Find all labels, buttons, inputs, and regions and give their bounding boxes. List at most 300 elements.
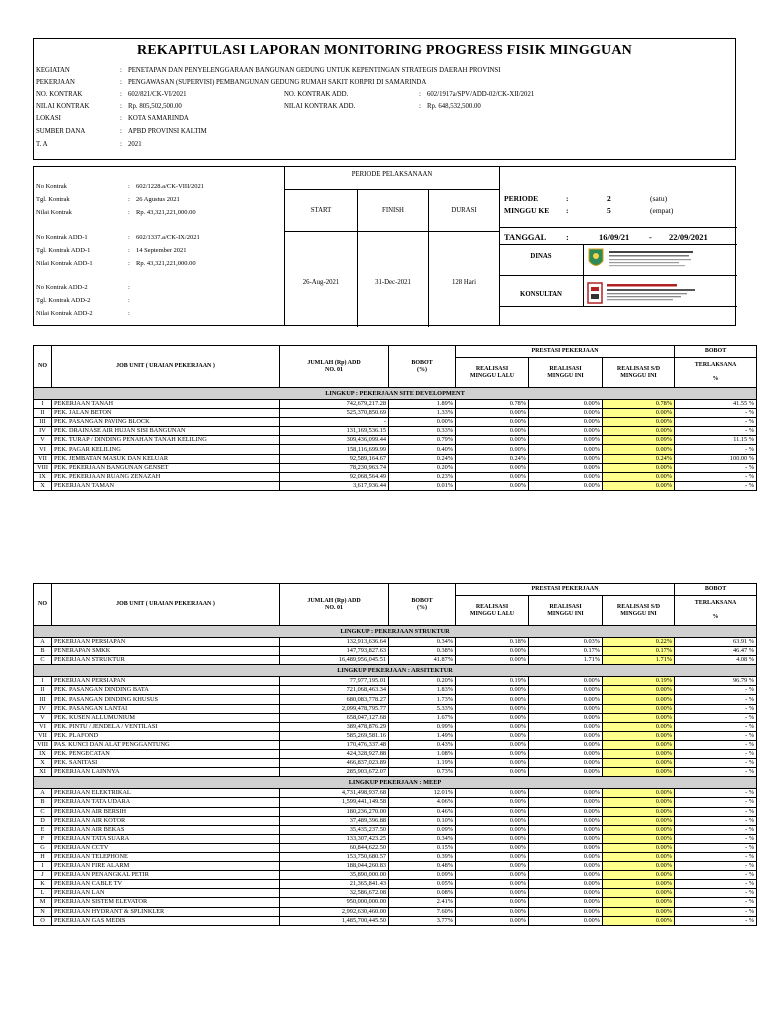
row-lalu: 0.00% — [456, 789, 529, 798]
row-ini: 0.00% — [529, 713, 603, 722]
row-no: IV — [34, 427, 52, 436]
row-jumlah: 2,992,630,460.00 — [280, 907, 389, 916]
row-bobot: 0.05% — [389, 880, 456, 889]
row-job: PEK. DRAINASE AIR HUJAN SISI BANGUNAN — [52, 427, 280, 436]
row-lalu: 0.19% — [456, 677, 529, 686]
row-job: PEKERJAAN PERSIAPAN — [52, 638, 280, 647]
konsultan-label: KONSULTAN — [520, 291, 562, 298]
dinas-logo — [587, 247, 697, 272]
table-row — [34, 731, 757, 740]
table-row — [34, 472, 757, 481]
row-jumlah: 35,435,237.50 — [280, 825, 389, 834]
row-terlaksana: - % — [675, 816, 757, 825]
start-date: 26-Aug-2021 — [302, 279, 340, 286]
row-bobot: 0.20% — [389, 677, 456, 686]
row-lalu: 0.00% — [456, 731, 529, 740]
row-no: B — [34, 798, 52, 807]
row-sd: 0.00% — [603, 750, 675, 759]
row-no: VIII — [34, 463, 52, 472]
row-bobot: 0.40% — [389, 445, 456, 454]
row-lalu: 0.00% — [456, 862, 529, 871]
row-job: PEKERJAAN LAN — [52, 889, 280, 898]
row-lalu: 0.00% — [456, 695, 529, 704]
table-row — [34, 880, 757, 889]
row-terlaksana: 41.55 % — [675, 400, 757, 409]
row-lalu: 0.00% — [456, 686, 529, 695]
row-job: PEKERJAAN STRUKTUR — [52, 656, 280, 665]
row-bobot: 0.23% — [389, 472, 456, 481]
row-jumlah: 147,793,827.63 — [280, 647, 389, 656]
col-no: NO — [34, 584, 52, 626]
row-job: PEK. JEMBATAN MASUK DAN KELUAR — [52, 454, 280, 463]
row-ini: 0.00% — [529, 871, 603, 880]
row-bobot: 0.34% — [389, 638, 456, 647]
row-no: V — [34, 713, 52, 722]
row-terlaksana: - % — [675, 686, 757, 695]
row-no: L — [34, 889, 52, 898]
row-bobot: 0.08% — [389, 889, 456, 898]
row-bobot: 0.38% — [389, 647, 456, 656]
table-row — [34, 759, 757, 768]
table-row — [34, 852, 757, 861]
row-bobot: 1.67% — [389, 713, 456, 722]
row-lalu: 0.00% — [456, 807, 529, 816]
row-jumlah: 92,068,564.49 — [280, 472, 389, 481]
row-jumlah: 77,977,195.01 — [280, 677, 389, 686]
row-terlaksana: - % — [675, 722, 757, 731]
row-no: IX — [34, 472, 52, 481]
row-no: N — [34, 907, 52, 916]
col-no: NO — [34, 346, 52, 388]
row-bobot: 1.83% — [389, 686, 456, 695]
row-terlaksana: - % — [675, 750, 757, 759]
group-title: LINGKUP PEKERJAAN : ARSITEKTUR — [34, 665, 757, 677]
row-jumlah: 466,837,023.89 — [280, 759, 389, 768]
row-bobot: 1.19% — [389, 759, 456, 768]
col-ini: REALISASI MINGGU INI — [529, 358, 603, 388]
row-no: VI — [34, 722, 52, 731]
row-bobot: 0.20% — [389, 463, 456, 472]
row-bobot: 1.49% — [389, 731, 456, 740]
row-job: PEKERJAAN AIR BEKAS — [52, 825, 280, 834]
row-bobot: 0.09% — [389, 825, 456, 834]
col-prestasi: PRESTASI PEKERJAAN — [456, 346, 675, 358]
col-bobot: BOBOT (%) — [389, 584, 456, 626]
row-sd: 0.00% — [603, 907, 675, 916]
table-row — [34, 916, 757, 925]
table-row — [34, 445, 757, 454]
row-terlaksana: - % — [675, 427, 757, 436]
row-bobot: 0.34% — [389, 834, 456, 843]
row-ini: 0.17% — [529, 647, 603, 656]
row-job: PEK. PINTU / JENDELA / VENTILASI — [52, 722, 280, 731]
row-terlaksana: - % — [675, 463, 757, 472]
row-jumlah: 585,269,581.16 — [280, 731, 389, 740]
row-job: PEK. TURAP / DINDING PENAHAN TANAH KELILING — [52, 436, 280, 445]
table-row — [34, 436, 757, 445]
row-lalu: 0.00% — [456, 740, 529, 749]
row-job: PEK. PENGECATAN — [52, 750, 280, 759]
row-ini: 0.09% — [529, 436, 603, 445]
group-header-row — [34, 626, 757, 638]
row-ini: 0.00% — [529, 677, 603, 686]
row-sd: 0.00% — [603, 898, 675, 907]
row-ini: 0.00% — [529, 731, 603, 740]
row-sd: 0.00% — [603, 427, 675, 436]
row-ini: 0.00% — [529, 400, 603, 409]
col-bobot: BOBOT (%) — [389, 346, 456, 388]
row-jumlah: 658,047,127.68 — [280, 713, 389, 722]
row-jumlah: 21,365,841.43 — [280, 880, 389, 889]
kaltim-emblem-icon — [587, 247, 697, 272]
row-terlaksana: - % — [675, 704, 757, 713]
row-ini: 0.00% — [529, 750, 603, 759]
row-sd: 0.00% — [603, 834, 675, 843]
row-no: VII — [34, 454, 52, 463]
row-ini: 0.00% — [529, 816, 603, 825]
row-terlaksana: - % — [675, 445, 757, 454]
col-jumlah: JUMLAH (Rp) ADD NO. 01 — [280, 584, 389, 626]
row-ini: 0.00% — [529, 789, 603, 798]
row-job: PEKERJAAN TAMAN — [52, 481, 280, 490]
row-terlaksana: - % — [675, 731, 757, 740]
row-bobot: 0.24% — [389, 454, 456, 463]
row-ini: 0.00% — [529, 852, 603, 861]
row-lalu: 0.00% — [456, 656, 529, 665]
row-sd: 0.00% — [603, 843, 675, 852]
row-jumlah: 389,478,876.29 — [280, 722, 389, 731]
minggu-row: MINGGU KE : 5 (empat) — [504, 206, 674, 215]
row-lalu: 0.24% — [456, 454, 529, 463]
table-row — [34, 686, 757, 695]
row-ini: 0.00% — [529, 704, 603, 713]
group-header-row — [34, 388, 757, 400]
row-sd: 0.00% — [603, 789, 675, 798]
row-terlaksana: - % — [675, 481, 757, 490]
row-no: IV — [34, 704, 52, 713]
row-no: X — [34, 481, 52, 490]
row-bobot: 1.89% — [389, 400, 456, 409]
table-row — [34, 400, 757, 409]
row-terlaksana: - % — [675, 852, 757, 861]
row-job: PEKERJAAN AIR BERSIH — [52, 807, 280, 816]
row-lalu: 0.00% — [456, 852, 529, 861]
row-job: PEKERJAAN ELEKTRIKAL — [52, 789, 280, 798]
col-bobot-top: BOBOT — [675, 346, 757, 358]
row-jumlah: 131,169,536.15 — [280, 427, 389, 436]
row-job: PEK. PAGAR KELILING — [52, 445, 280, 454]
row-jumlah: 35,890,000.00 — [280, 871, 389, 880]
col-terlaksana: TERLAKSANA % — [675, 358, 757, 388]
row-ini: 0.00% — [529, 481, 603, 490]
row-job: PEKERJAAN PERSIAPAN — [52, 677, 280, 686]
row-bobot: 7.60% — [389, 907, 456, 916]
row-bobot: 0.01% — [389, 481, 456, 490]
row-jumlah: 32,586,672.08 — [280, 889, 389, 898]
row-no: C — [34, 807, 52, 816]
dinas-label: DINAS — [530, 253, 552, 260]
row-ini: 0.00% — [529, 916, 603, 925]
table-row — [34, 481, 757, 490]
row-job: PEK. JALAN BETON — [52, 409, 280, 418]
row-ini: 0.00% — [529, 740, 603, 749]
table-row — [34, 704, 757, 713]
col-sd: REALISASI S/D MINGGU INI — [603, 596, 675, 626]
row-job: PEK. PEKERJAAN RUANG ZENAZAH — [52, 472, 280, 481]
row-ini: 0.00% — [529, 825, 603, 834]
row-sd: 0.00% — [603, 759, 675, 768]
row-ini: 0.03% — [529, 638, 603, 647]
row-no: B — [34, 647, 52, 656]
row-job: PEKERJAAN GAS MEDIS — [52, 916, 280, 925]
tanggal-row: TANGGAL : 16/09/21 - 22/09/2021 — [504, 232, 708, 242]
row-job: PEKERJAAN HYDRANT & SPLINKLER — [52, 907, 280, 916]
consultant-logo-icon — [587, 281, 702, 305]
row-lalu: 0.00% — [456, 418, 529, 427]
row-sd: 0.00% — [603, 418, 675, 427]
row-ini: 0.00% — [529, 686, 603, 695]
row-ini: 0.00% — [529, 798, 603, 807]
table-row — [34, 463, 757, 472]
periode-row: PERIODE : 2 (satu) — [504, 194, 668, 203]
row-no: XI — [34, 768, 52, 777]
row-ini: 0.00% — [529, 409, 603, 418]
row-lalu: 0.00% — [456, 409, 529, 418]
row-sd: 0.00% — [603, 740, 675, 749]
row-jumlah: 158,116,699.99 — [280, 445, 389, 454]
progress-table-building — [33, 583, 757, 926]
row-lalu: 0.18% — [456, 638, 529, 647]
row-terlaksana: - % — [675, 798, 757, 807]
konsultan-logo — [587, 281, 702, 305]
contract-section: No Kontrak : 602/1228.a/CK-VIII/2021 Tgl. Kontrak : 26 Agustus 2021 Nilai Kontrak : Rp. 43,321,221,000.00 No Kontrak ADD-1 : 602/1337.a/CK-IX/2021 Tgl. Kontrak ADD-1 : 14 September 2021 Nilai Kontrak ADD-1 : Rp. 43,321,221,000.00 No Kontrak ADD-2 : Tgl. Kontrak ADD-2 : Nilai Kontrak ADD-2 : PERIODE PELAKSANAAN START FINISH DURASI 26-Aug-2021 31-Dec-2021 128 Hari PERIODE : 2 (satu) MINGGU KE : 5 (empat) TANGGAL : 16/09/21 - 22/09/2021 DINAS KONSULTAN — [33, 166, 736, 326]
row-no: V — [34, 436, 52, 445]
row-no: E — [34, 825, 52, 834]
row-sd: 0.00% — [603, 722, 675, 731]
row-terlaksana: - % — [675, 871, 757, 880]
col-job: JOB UNIT ( URAIAN PEKERJAAN ) — [52, 346, 280, 388]
row-lalu: 0.00% — [456, 436, 529, 445]
row-ini: 0.00% — [529, 880, 603, 889]
row-job: PEKERJAAN AIR KOTOR — [52, 816, 280, 825]
row-ini: 0.00% — [529, 834, 603, 843]
row-job: PEK. PASANGAN DINDING KHUSUS — [52, 695, 280, 704]
row-sd: 0.00% — [603, 481, 675, 490]
row-sd: 0.00% — [603, 816, 675, 825]
row-lalu: 0.00% — [456, 834, 529, 843]
row-job: PEKERJAAN LAINNYA — [52, 768, 280, 777]
row-ini: 0.00% — [529, 463, 603, 472]
row-job: PEKERJAAN TATA SUARA — [52, 834, 280, 843]
row-sd: 0.00% — [603, 852, 675, 861]
row-jumlah: 309,436,099.44 — [280, 436, 389, 445]
row-lalu: 0.00% — [456, 722, 529, 731]
row-ini: 0.00% — [529, 768, 603, 777]
row-no: VII — [34, 731, 52, 740]
row-sd: 0.00% — [603, 825, 675, 834]
row-job: PEKERJAAN SISTEM ELEVATOR — [52, 898, 280, 907]
row-no: III — [34, 695, 52, 704]
row-jumlah: 170,476,337.48 — [280, 740, 389, 749]
table-row — [34, 816, 757, 825]
row-lalu: 0.00% — [456, 472, 529, 481]
row-sd: 0.00% — [603, 768, 675, 777]
row-job: PEK. KUSEN ALLUMUNIUM — [52, 713, 280, 722]
row-sd: 0.22% — [603, 638, 675, 647]
row-jumlah: 92,589,164.67 — [280, 454, 389, 463]
row-job: PEKERJAAN PENANGKAL PETIR — [52, 871, 280, 880]
row-lalu: 0.78% — [456, 400, 529, 409]
row-job: PEKERJAAN TATA UDARA — [52, 798, 280, 807]
row-jumlah: 16,489,956,045.51 — [280, 656, 389, 665]
row-sd: 0.00% — [603, 871, 675, 880]
row-terlaksana: - % — [675, 834, 757, 843]
row-bobot: 1.73% — [389, 695, 456, 704]
row-terlaksana: 4.08 % — [675, 656, 757, 665]
row-job: PEK. PEKERJAAN BANGUNAN GENSET — [52, 463, 280, 472]
row-terlaksana: 63.91 % — [675, 638, 757, 647]
row-terlaksana: - % — [675, 472, 757, 481]
row-no: X — [34, 759, 52, 768]
col-lalu: REALISASI MINGGU LALU — [456, 596, 529, 626]
col-lalu: REALISASI MINGGU LALU — [456, 358, 529, 388]
row-lalu: 0.00% — [456, 843, 529, 852]
row-jumlah: 37,489,396.88 — [280, 816, 389, 825]
row-no: O — [34, 916, 52, 925]
row-bobot: 0.43% — [389, 740, 456, 749]
row-sd: 0.00% — [603, 807, 675, 816]
row-sd: 0.00% — [603, 916, 675, 925]
row-terlaksana: - % — [675, 807, 757, 816]
row-bobot: 0.10% — [389, 816, 456, 825]
row-terlaksana: 100.00 % — [675, 454, 757, 463]
row-bobot: 1.33% — [389, 409, 456, 418]
durasi-label: DURASI — [451, 207, 477, 214]
table-row — [34, 768, 757, 777]
row-lalu: 0.00% — [456, 481, 529, 490]
row-bobot: 1.08% — [389, 750, 456, 759]
row-jumlah: 1,599,441,149.58 — [280, 798, 389, 807]
row-jumlah: 4,731,498,937.68 — [280, 789, 389, 798]
row-bobot: 3.77% — [389, 916, 456, 925]
row-ini: 0.00% — [529, 759, 603, 768]
row-job: PEKERJAAN FIRE ALARM — [52, 862, 280, 871]
row-jumlah: 188,044,260.83 — [280, 862, 389, 871]
row-job: PEKERJAAN CCTV — [52, 843, 280, 852]
row-no: IX — [34, 750, 52, 759]
col-job: JOB UNIT ( URAIAN PEKERJAAN ) — [52, 584, 280, 626]
group-header-row — [34, 665, 757, 677]
row-job: PEK. SANITASI — [52, 759, 280, 768]
row-bobot: 0.00% — [389, 418, 456, 427]
row-ini: 0.00% — [529, 843, 603, 852]
row-lalu: 0.00% — [456, 898, 529, 907]
page-title: REKAPITULASI LAPORAN MONITORING PROGRESS FISIK MINGGUAN — [137, 43, 632, 58]
row-ini: 0.00% — [529, 454, 603, 463]
table-row — [34, 834, 757, 843]
row-job: PEK. PLAFOND — [52, 731, 280, 740]
row-lalu: 0.00% — [456, 871, 529, 880]
row-bobot: 0.39% — [389, 852, 456, 861]
group-title: LINGKUP : PEKERJAAN STRUKTUR — [34, 626, 757, 638]
row-sd: 0.00% — [603, 686, 675, 695]
row-job: PEK. PASANGAN LANTAI — [52, 704, 280, 713]
row-no: A — [34, 789, 52, 798]
row-sd: 0.24% — [603, 454, 675, 463]
row-sd: 0.00% — [603, 409, 675, 418]
row-lalu: 0.00% — [456, 825, 529, 834]
row-sd: 0.09% — [603, 436, 675, 445]
row-jumlah: 525,370,850.69 — [280, 409, 389, 418]
row-lalu: 0.00% — [456, 427, 529, 436]
row-terlaksana: - % — [675, 916, 757, 925]
row-bobot: 0.99% — [389, 722, 456, 731]
row-ini: 0.00% — [529, 427, 603, 436]
row-bobot: 2.41% — [389, 898, 456, 907]
row-terlaksana: - % — [675, 843, 757, 852]
table-row — [34, 898, 757, 907]
row-bobot: 0.73% — [389, 768, 456, 777]
row-terlaksana: - % — [675, 907, 757, 916]
group-title: LINGKUP : PEKERJAAN SITE DEVELOPMENT — [34, 388, 757, 400]
row-lalu: 0.00% — [456, 798, 529, 807]
row-terlaksana: - % — [675, 695, 757, 704]
row-sd: 0.19% — [603, 677, 675, 686]
table-row — [34, 656, 757, 665]
row-sd: 0.00% — [603, 862, 675, 871]
row-bobot: 41.87% — [389, 656, 456, 665]
col-sd: REALISASI S/D MINGGU INI — [603, 358, 675, 388]
row-no: H — [34, 852, 52, 861]
group-title: LINGKUP PEKERJAAN : MEEP — [34, 777, 757, 789]
row-jumlah: 3,617,936.44 — [280, 481, 389, 490]
col-ini: REALISASI MINGGU INI — [529, 596, 603, 626]
row-lalu: 0.00% — [456, 916, 529, 925]
row-bobot: 0.33% — [389, 427, 456, 436]
row-terlaksana: - % — [675, 409, 757, 418]
row-no: M — [34, 898, 52, 907]
row-no: I — [34, 677, 52, 686]
row-no: G — [34, 843, 52, 852]
row-sd: 0.00% — [603, 713, 675, 722]
row-jumlah: 285,903,672.07 — [280, 768, 389, 777]
row-lalu: 0.00% — [456, 713, 529, 722]
finish-date: 31-Dec-2021 — [375, 279, 411, 286]
row-lalu: 0.00% — [456, 759, 529, 768]
row-bobot: 12.01% — [389, 789, 456, 798]
row-ini: 0.00% — [529, 445, 603, 454]
row-jumlah: 78,230,963.74 — [280, 463, 389, 472]
row-no: II — [34, 686, 52, 695]
row-jumlah: 721,068,463.34 — [280, 686, 389, 695]
row-lalu: 0.00% — [456, 889, 529, 898]
row-job: PEKERJAAN TELEPHONE — [52, 852, 280, 861]
row-jumlah: 180,236,270.00 — [280, 807, 389, 816]
table-row — [34, 889, 757, 898]
row-no: J — [34, 871, 52, 880]
table-row — [34, 807, 757, 816]
row-jumlah: 132,913,636.64 — [280, 638, 389, 647]
row-job: PENERAPAN SMKK — [52, 647, 280, 656]
table-row — [34, 427, 757, 436]
row-lalu: 0.00% — [456, 907, 529, 916]
row-jumlah: 424,328,927.88 — [280, 750, 389, 759]
table-row — [34, 418, 757, 427]
row-sd: 0.00% — [603, 704, 675, 713]
row-job: PEK. PASANGAN DINDING BATA — [52, 686, 280, 695]
row-lalu: 0.00% — [456, 463, 529, 472]
table-row — [34, 647, 757, 656]
